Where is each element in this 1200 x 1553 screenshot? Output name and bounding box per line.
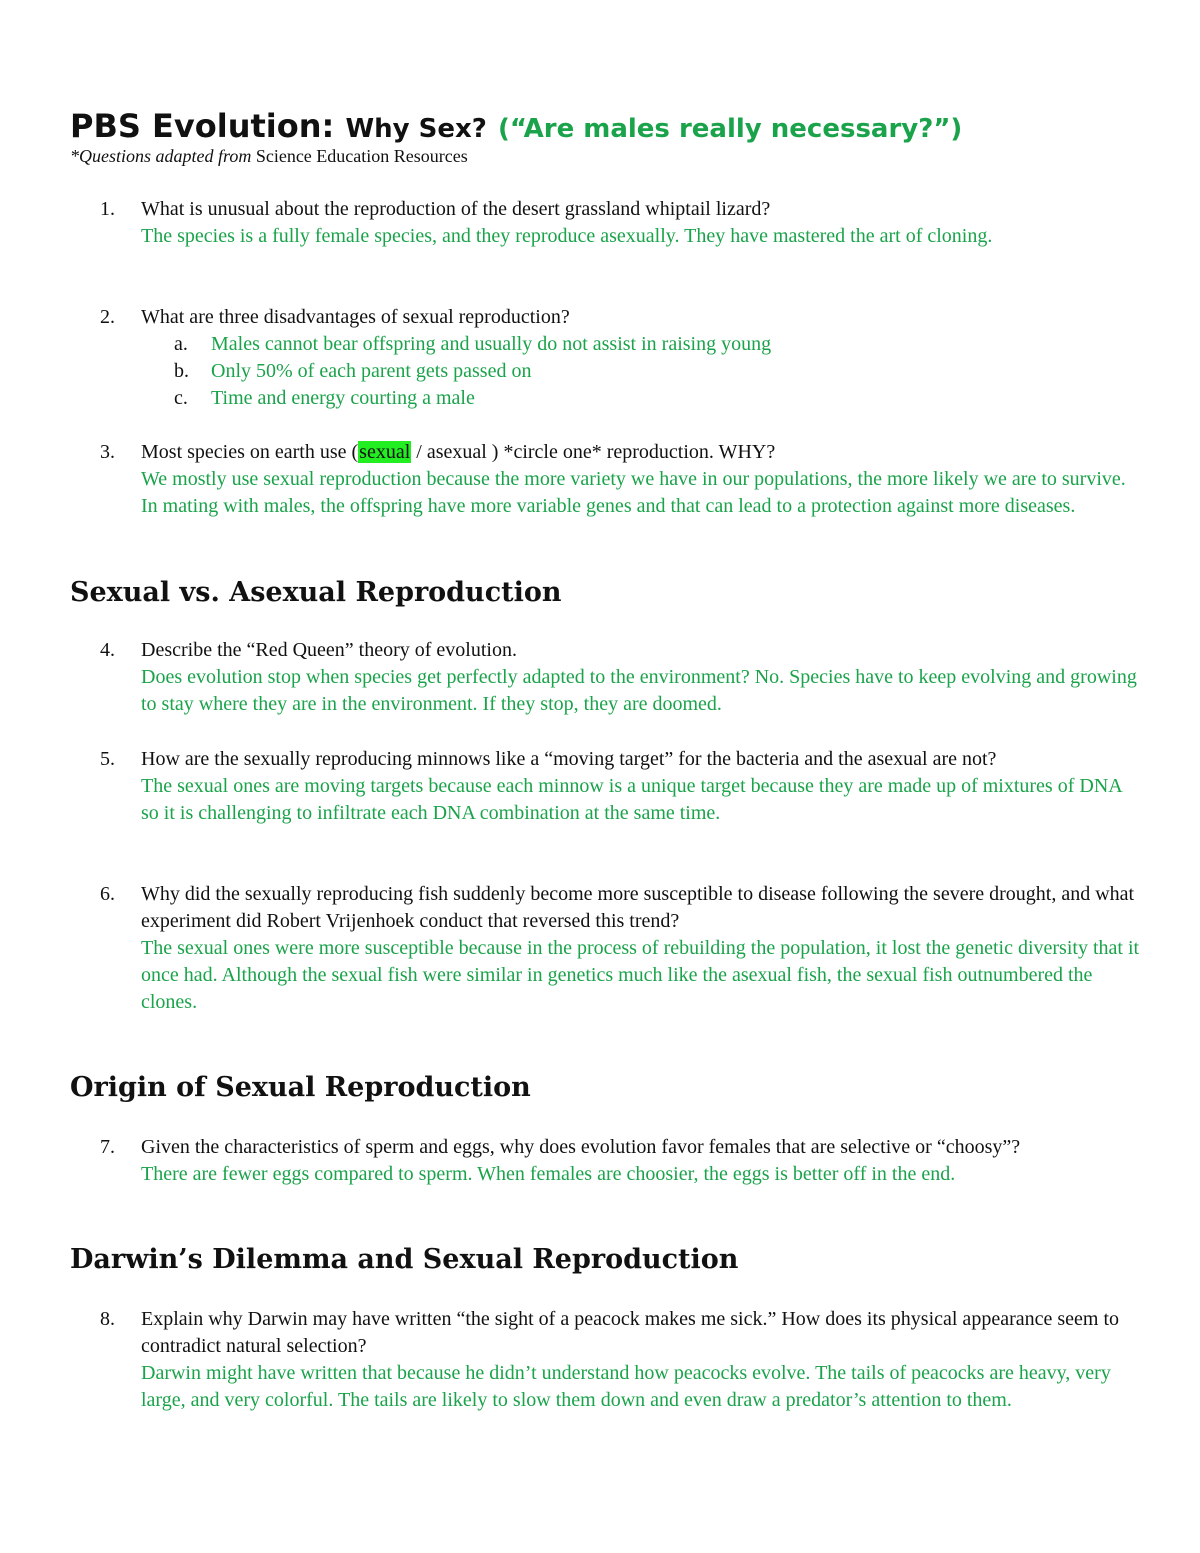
- answer-text: The sexual ones were more susceptible because in the process of rebuilding the population, it lost the genetic diversity that it once had. Although the sexual fish were similar in genetics much like the asexual fish, the sexual fish outnumbered the clones.: [141, 937, 1140, 1013]
- question-number: 5.: [100, 748, 115, 770]
- answer-text: Darwin might have written that because he didn’t understand how peacocks evolve. The tails of peacocks are heavy, very large, and very colorful. The tails are likely to slow them down and even draw a predator’s attention to them.: [141, 1362, 1111, 1411]
- answer-text: There are fewer eggs compared to sperm. When females are choosier, the eggs is better off in the end.: [141, 1163, 956, 1185]
- answer-sub-item: [174, 331, 1140, 358]
- question-number: 1.: [100, 198, 115, 220]
- sub-answer: Males cannot bear offspring and usually do not assist in raising young: [211, 333, 772, 355]
- sub-letter: a.: [174, 333, 188, 355]
- question-text: How are the sexually reproducing minnows like a “moving target” for the bacteria and the asexual are not?: [141, 748, 997, 770]
- answer-sub-item: [174, 358, 1140, 385]
- section-heading-origin: Origin of Sexual Reproduction: [70, 1072, 531, 1103]
- section-heading-darwins-dilemma: Darwin’s Dilemma and Sexual Reproduction: [70, 1244, 739, 1275]
- question-text: What are three disadvantages of sexual reproduction?: [141, 306, 570, 328]
- question-text: Given the characteristics of sperm and eggs, why does evolution favor females that are selective or “choosy”?: [141, 1136, 1021, 1158]
- answer-text: The species is a fully female species, and they reproduce asexually. They have mastered the art of cloning.: [141, 225, 993, 247]
- question-text: [141, 439, 1140, 466]
- question-text: Describe the “Red Queen” theory of evolution.: [141, 639, 517, 661]
- answer-text: We mostly use sexual reproduction because the more variety we have in our populations, the more likely we are to survive. In mating with males, the offspring have more variable genes and that can lead to a protection against more diseases.: [141, 468, 1126, 517]
- question-number: 7.: [100, 1136, 115, 1158]
- question-7: [100, 1134, 1140, 1188]
- title-main: PBS Evolution:: [70, 107, 335, 145]
- credit-italic: *Questions adapted from: [70, 146, 252, 166]
- question-6: [100, 881, 1140, 1016]
- title-sub: Why Sex?: [345, 114, 487, 144]
- sub-letter: c.: [174, 387, 188, 409]
- question-text: What is unusual about the reproduction of the desert grassland whiptail lizard?: [141, 198, 771, 220]
- question-1: [100, 196, 1140, 250]
- question-5: [100, 746, 1140, 827]
- question-text: Why did the sexually reproducing fish suddenly become more susceptible to disease following the severe drought, and what experiment did Robert Vrijenhoek conduct that reversed this trend?: [141, 883, 1135, 932]
- sub-answer: Time and energy courting a male: [211, 387, 475, 409]
- question-number: 6.: [100, 883, 115, 905]
- question-4: [100, 637, 1140, 718]
- question-number: 2.: [100, 306, 115, 328]
- question-number: 4.: [100, 639, 115, 661]
- question-3: [100, 439, 1140, 520]
- sub-answer: Only 50% of each parent gets passed on: [211, 360, 532, 382]
- title-question: (“Are males really necessary?”): [498, 114, 963, 144]
- question-number: 3.: [100, 441, 115, 463]
- answer-text: The sexual ones are moving targets because each minnow is a unique target because they are made up of mixtures of DNA so it is challenging to infiltrate each DNA combination at the same time.: [141, 775, 1122, 824]
- question-2: [100, 304, 1140, 412]
- question-text: Explain why Darwin may have written “the sight of a peacock makes me sick.” How does its physical appearance seem to contradict natural selection?: [141, 1308, 1120, 1357]
- credit-source: Science Education Resources: [255, 146, 468, 166]
- answer-text: Does evolution stop when species get perfectly adapted to the environment? No. Species have to keep evolving and growing to stay where they are in the environment. If they stop, they are doomed.: [141, 666, 1137, 715]
- section-heading-sexual-vs-asexual: Sexual vs. Asexual Reproduction: [70, 577, 562, 608]
- sub-letter: b.: [174, 360, 189, 382]
- question-8: [100, 1306, 1140, 1414]
- page-title: [70, 104, 962, 151]
- question-text-end: / asexual ) *circle one* reproduction. WHY?: [411, 441, 776, 463]
- question-number: 8.: [100, 1308, 115, 1330]
- answer-sub-item: [174, 385, 1140, 412]
- highlighted-choice: sexual: [359, 441, 411, 463]
- credit-line: [70, 145, 468, 167]
- question-text-start: Most species on earth use (: [141, 441, 359, 463]
